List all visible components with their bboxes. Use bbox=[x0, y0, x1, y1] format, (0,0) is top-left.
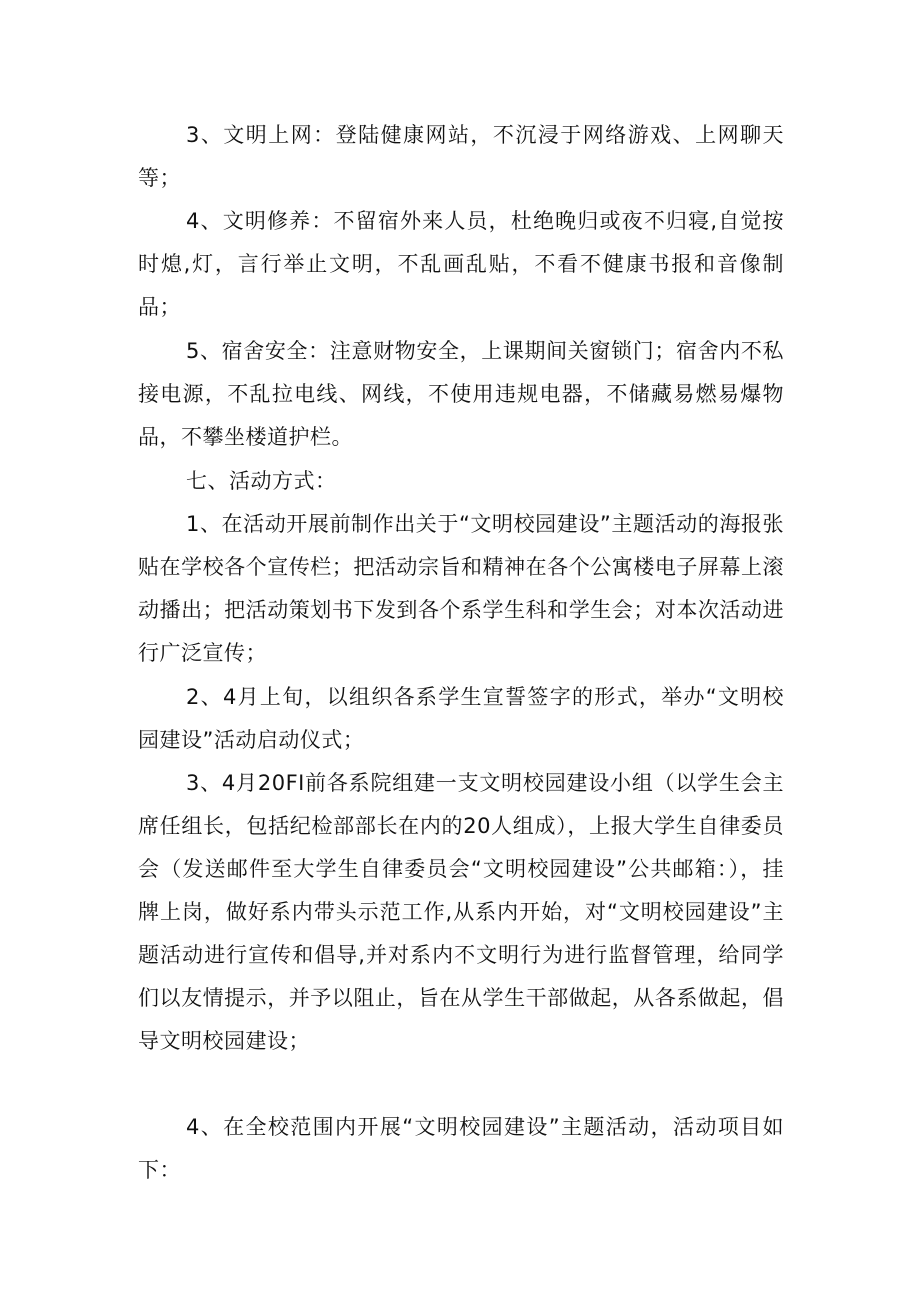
paragraph-team-building: 3、4月20FI前各系院组建一支文明校园建设小组（以学生会主席任组长，包括纪检部部长在内的20人组成），上报大学生自律委员会（发送邮件至大学生自律委员会“文明校园建设”公共邮箱：），挂牌上岗，做好系内带头示范工作,从系内开始，对“文明校园建设”主题活动进行宣传和倡导,并对系内不文明行为进行监督管理，给同学们以友情提示，并予以阻止，旨在从学生干部做起，从各系做起，倡导文明校园建设； bbox=[138, 771, 784, 1053]
paragraph-civilized-conduct: 4、文明修养：不留宿外来人员，杜绝晚归或夜不归寝,自觉按时熄,灯，言行举止文明，不乱画乱贴，不看不健康书报和音像制品； bbox=[138, 209, 784, 319]
paragraph-civilized-internet: 3、文明上网：登陆健康网站，不沉浸于网络游戏、上网聊天等； bbox=[138, 123, 784, 190]
paragraph-campus-activities: 4、在全校范围内开展“文明校园建设”主题活动，活动项目如下： bbox=[138, 1115, 784, 1182]
paragraph-dorm-safety: 5、宿舍安全：注意财物安全，上课期间关窗锁门；宿舍内不私接电源，不乱拉电线、网线，不使用违规电器，不储藏易燃易爆物品，不攀坐楼道护栏。 bbox=[138, 339, 784, 449]
section-heading-activity-method: 七、活动方式： bbox=[186, 469, 337, 493]
paragraph-publicity: 1、在活动开展前制作出关于“文明校园建设”主题活动的海报张贴在学校各个宣传栏；把活动宗旨和精神在各个公寓楼电子屏幕上滚动播出；把活动策划书下发到各个系学生科和学生会；对本次活动进行广泛宣传； bbox=[138, 512, 784, 665]
paragraph-launch-ceremony: 2、4月上旬，以组织各系学生宣誓签字的形式，举办“文明校园建设”活动启动仪式； bbox=[138, 685, 784, 752]
